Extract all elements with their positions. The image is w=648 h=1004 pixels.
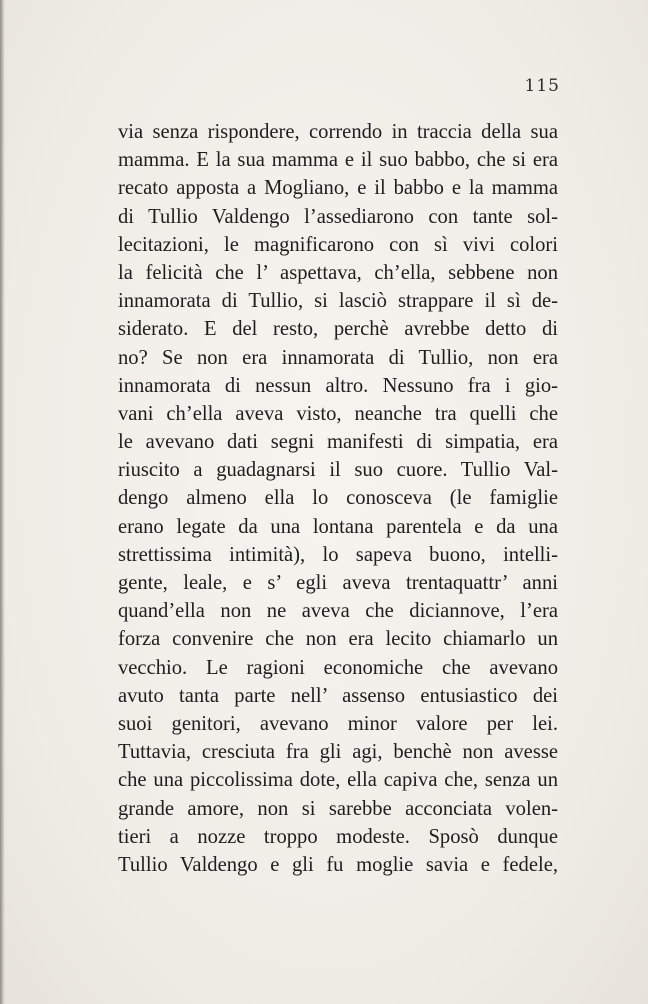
page-number: 115: [524, 76, 560, 96]
text-line: avuto tanta parte nell’ assenso entusiastico dei: [118, 684, 558, 707]
text-line: la felicità che l’ aspettava, ch’ella, sebbene non: [118, 261, 558, 284]
text-line: innamorata di Tullio, si lasciò strappare il sì de-: [118, 290, 558, 313]
text-line: Tuttavia, cresciuta fra gli agi, benchè non avesse: [118, 741, 558, 764]
text-line: tieri a nozze troppo modeste. Sposò dunque: [118, 825, 558, 848]
text-line: grande amore, non si sarebbe acconciata volen-: [118, 797, 558, 820]
text-line: che una piccolissima dote, ella capiva che, senza un: [118, 769, 558, 792]
text-line: Tullio Valdengo e gli fu moglie savia e fedele,: [118, 853, 558, 876]
text-line: siderato. E del resto, perchè avrebbe detto di: [118, 318, 558, 341]
text-line: dengo almeno ella lo conosceva (le famiglie: [118, 487, 558, 510]
page-binding-edge: [0, 0, 5, 1004]
text-line: erano legate da una lontana parentela e da una: [118, 515, 558, 538]
text-line: innamorata di nessun altro. Nessuno fra i gio-: [118, 374, 558, 397]
text-line: forza convenire che non era lecito chiamarlo un: [118, 628, 558, 651]
text-line: lecitazioni, le magnificarono con sì vivi colori: [118, 233, 558, 256]
body-text: [118, 118, 558, 879]
text-line: di Tullio Valdengo l’assediarono con tante sol-: [118, 205, 558, 228]
text-line: mamma. E la sua mamma e il suo babbo, che si era: [118, 149, 558, 172]
text-line: strettissima intimità), lo sapeva buono, intelli-: [118, 543, 558, 566]
text-line: no? Se non era innamorata di Tullio, non era: [118, 346, 558, 369]
text-line: le avevano dati segni manifesti di simpatia, era: [118, 431, 558, 454]
text-line: riuscito a guadagnarsi il suo cuore. Tullio Val-: [118, 459, 558, 482]
text-line: quand’ella non ne aveva che diciannove, l’era: [118, 600, 558, 623]
text-line: vani ch’ella aveva visto, neanche tra quelli che: [118, 402, 558, 425]
text-line: via senza rispondere, correndo in traccia della sua: [118, 121, 558, 143]
text-line: recato apposta a Mogliano, e il babbo e la mamma: [118, 177, 558, 200]
text-line: gente, leale, e s’ egli aveva trentaquattr’ anni: [118, 572, 558, 594]
text-line: vecchio. Le ragioni economiche che avevano: [118, 656, 558, 679]
text-line: suoi genitori, avevano minor valore per lei.: [118, 712, 558, 735]
